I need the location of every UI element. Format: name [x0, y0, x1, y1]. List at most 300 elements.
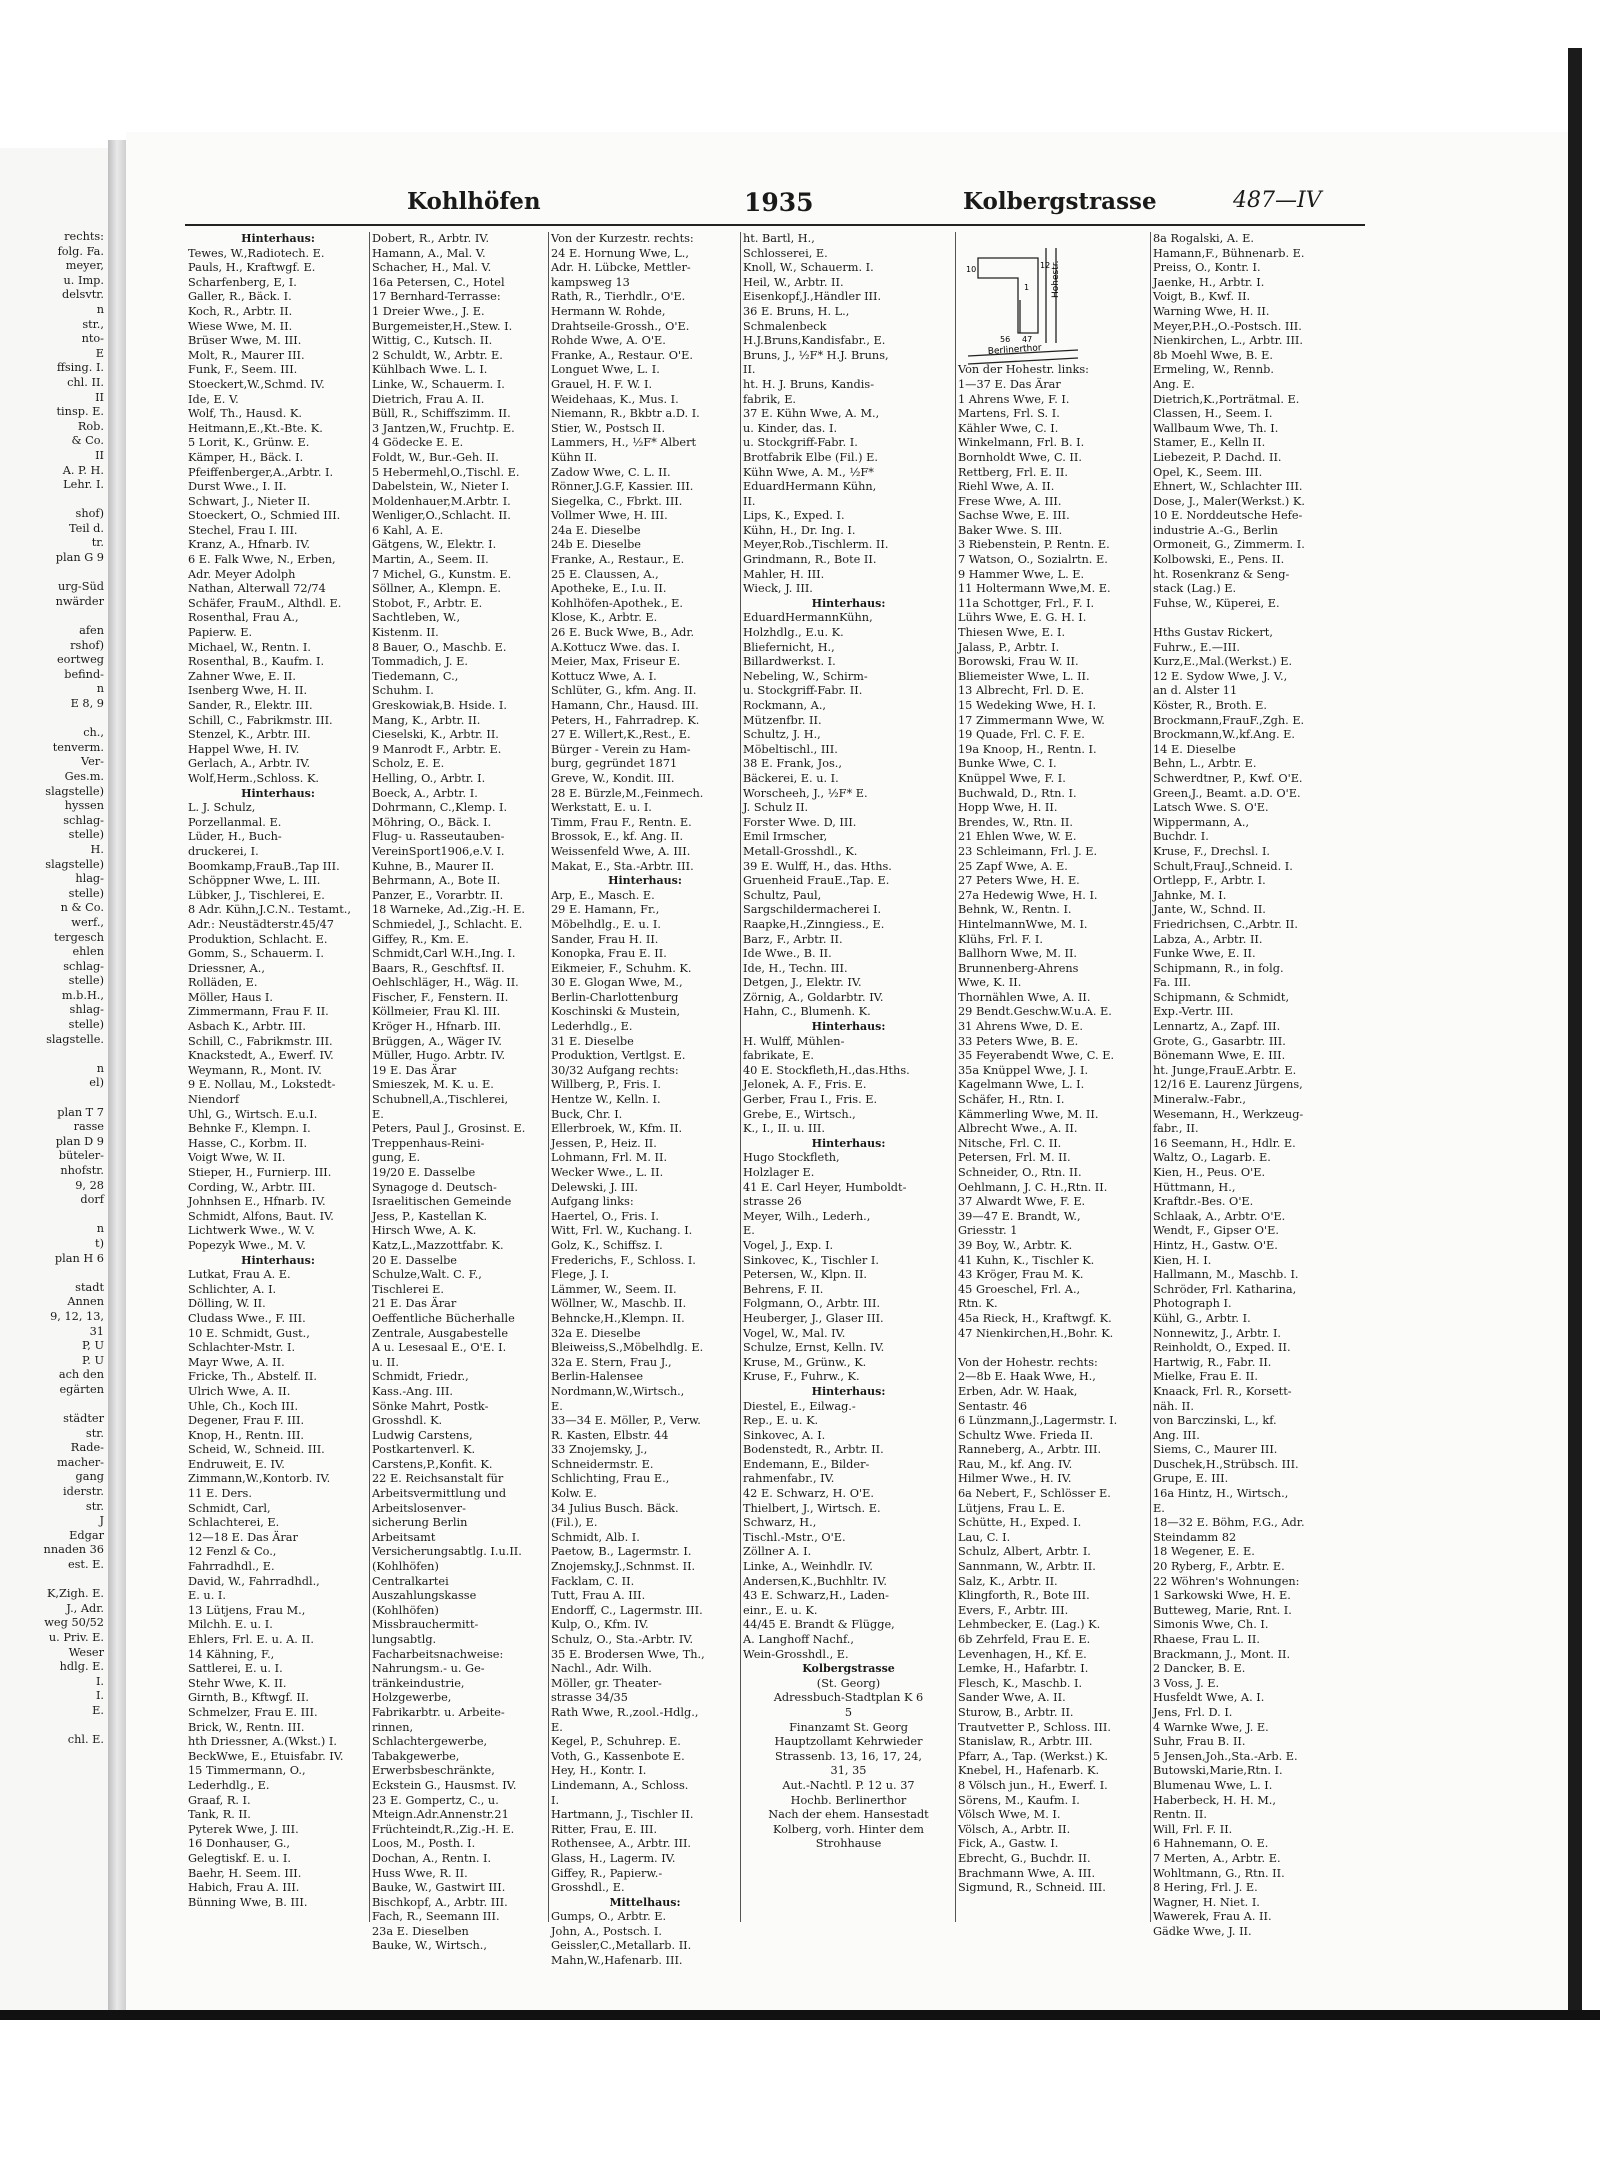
directory-entry: Grote, G., Gasarbtr. III. [1153, 1034, 1286, 1048]
directory-entry: Butteweg, Marie, Rnt. I. [1153, 1603, 1292, 1617]
directory-entry: Mang, K., Arbtr. II. [372, 713, 481, 727]
directory-entry: Hasse, C., Korbm. II. [188, 1136, 308, 1150]
directory-entry: Grosshdl., E. [551, 1881, 625, 1895]
left-page-line: stadt [75, 1280, 104, 1294]
directory-entry: Moldenhauer,M.Arbtr. I. [372, 494, 511, 508]
directory-entry: stack (Lag.) E. [1153, 582, 1237, 596]
directory-entry: Frese Wwe, A. III. [958, 494, 1062, 508]
directory-entry: Rettberg, Frl. E. II. [958, 465, 1068, 479]
left-page-line: u. Priv. E. [48, 1631, 104, 1644]
directory-entry: Wawerek, Frau A. II. [1153, 1910, 1272, 1924]
directory-entry: Michael, W., Rentn. I. [188, 640, 311, 654]
directory-entry: Zahner Wwe, E. II. [188, 669, 296, 683]
directory-entry: 31 Ahrens Wwe, D. E. [958, 1020, 1083, 1034]
directory-entry: Produktion, Vertlgst. E. [551, 1049, 686, 1063]
directory-entry: Evers, F., Arbtr. III. [958, 1603, 1069, 1617]
directory-entry: Forster Wwe. D, III. [743, 815, 857, 829]
directory-entry: Wolf, Th., Hausd. K. [188, 407, 302, 421]
left-page-line: m.b.H., [61, 988, 104, 1002]
directory-entry: Erwerbsbeschränkte, [372, 1764, 495, 1778]
directory-entry: 8 Hering, Frl. J. E. [1153, 1881, 1258, 1895]
directory-entry: Peters, Paul J., Grosinst. E. [372, 1122, 526, 1136]
directory-entry: Degener, Frau F. III. [188, 1414, 305, 1428]
directory-entry [958, 1341, 1148, 1356]
directory-entry: Schlachtergewerbe, [372, 1735, 488, 1749]
directory-entry: Oeffentliche Bücherhalle [372, 1311, 515, 1325]
directory-entry: Porzellanmal. E. [188, 815, 282, 829]
directory-entry: Preiss, O., Kontr. I. [1153, 261, 1261, 275]
directory-entry: Wöllner, W., Maschb. II. [551, 1297, 687, 1311]
directory-entry: E. [551, 1720, 563, 1734]
directory-entry: Tischl.-Mstr., O'E. [743, 1530, 846, 1544]
directory-entry: 41 E. Carl Heyer, Humboldt- [743, 1180, 907, 1194]
directory-entry: von Barczinski, L., kf. [1153, 1414, 1277, 1428]
directory-entry: Vollmer Wwe, H. III. [551, 509, 668, 523]
directory-entry: Flug- u. Rasseutauben- [372, 830, 505, 844]
directory-entry: Rönner,J.G.F, Kassier. III. [551, 480, 694, 494]
directory-entry: Kämper, H., Bäck. I. [188, 450, 304, 464]
directory-entry: Nathan, Alterwall 72/74 [188, 582, 326, 596]
directory-entry: Driessner, A., [188, 961, 265, 975]
directory-entry: Ehlers, Frl. E. u. A. II. [188, 1633, 314, 1646]
directory-entry: Gelegtiskf. E. u. I. [188, 1851, 291, 1865]
directory-entry: 6a Nebert, F., Schlösser E. [958, 1487, 1111, 1501]
directory-entry: Katz,L.,Mazzottfabr. K. [372, 1238, 504, 1252]
directory-entry: Golz, K., Schiffsz. I. [551, 1238, 663, 1252]
directory-entry: Papierw. E. [188, 626, 253, 640]
directory-entry: Schmidt, Alfons, Baut. IV. [188, 1209, 334, 1223]
directory-entry: Schlaak, A., Arbtr. O'E. [1153, 1209, 1286, 1223]
directory-entry: Worscheeh, J., ½F* E. [743, 786, 868, 800]
directory-entry: Rhaese, Frau L. II. [1153, 1633, 1260, 1646]
directory-entry: Grindmann, R., Bote II. [743, 553, 877, 567]
directory-entry: Sentastr. 46 [958, 1399, 1028, 1413]
directory-entry: rinnen, [372, 1720, 414, 1734]
directory-entry: Bornholdt Wwe, C. II. [958, 450, 1082, 464]
directory-entry: Hallmann, M., Maschb. I. [1153, 1268, 1299, 1282]
header-page-number: 487—IV [1233, 188, 1322, 213]
directory-entry: Schill, C., Fabrikmstr. III. [188, 1034, 333, 1048]
directory-entry: 2 Dancker, B. E. [1153, 1662, 1246, 1676]
directory-entry: Dietrich, Frau A. II. [372, 392, 485, 406]
directory-entry: Kurz,E.,Mal.(Werkst.) E. [1153, 655, 1293, 669]
directory-entry: Habich, Frau A. III. [188, 1881, 300, 1895]
directory-entry: 8 Völsch jun., H., Ewerf. I. [958, 1778, 1108, 1792]
directory-entry: 23a E. Dieselben [372, 1924, 469, 1938]
directory-entry: Linke, W., Schauerm. I. [372, 377, 505, 391]
directory-entry: Paetow, B., Lagermstr. I. [551, 1545, 692, 1559]
left-page-line: slagstelle. [46, 1032, 104, 1046]
directory-entry: Söllner, A., Klempn. E. [372, 582, 501, 596]
directory-entry: Brendes, W., Rtn. II. [958, 815, 1073, 829]
directory-entry: Kühn Wwe, A. M., ½F* [743, 465, 874, 479]
directory-entry: 13 Albrecht, Frl. D. E. [958, 684, 1085, 698]
directory-entry: 34 Julius Busch. Bäck. [551, 1501, 679, 1515]
directory-entry: Kegel, P., Schuhrep. E. [551, 1735, 681, 1749]
directory-entry: Möller, gr. Theater- [551, 1676, 662, 1690]
directory-entry: Schmalenbeck [743, 319, 827, 333]
directory-entry: Kraftdr.-Bes. O'E. [1153, 1195, 1254, 1209]
directory-entry: Diestel, E., Eilwag.- [743, 1399, 856, 1413]
directory-entry: 22 E. Reichsanstalt für [372, 1472, 504, 1486]
directory-entry: H. Wulff, Mühlen- [743, 1034, 845, 1048]
directory-entry: 43 E. Schwarz,H., Laden- [743, 1589, 889, 1603]
directory-entry: Ang. III. [1153, 1428, 1200, 1442]
left-page-line: schlag- [63, 813, 104, 827]
directory-entry: Dohrmann, C.,Klemp. I. [372, 801, 508, 815]
directory-entry: 30/32 Aufgang rechts: [551, 1063, 679, 1077]
street-info-line: Kolberg, vorh. Hinter dem [773, 1822, 924, 1836]
directory-entry: Rothensee, A., Arbtr. III. [551, 1837, 692, 1851]
left-page-line: str. [85, 1426, 104, 1440]
directory-entry: Sinkovec, K., Tischler I. [743, 1253, 879, 1267]
directory-entry: Koch, R., Arbtr. II. [188, 304, 293, 318]
directory-entry: Green,J., Beamt. a.D. O'E. [1153, 786, 1301, 800]
directory-entry: Butowski,Marie,Rtn. I. [1153, 1764, 1283, 1778]
directory-entry: Burgemeister,H.,Stew. I. [372, 319, 513, 333]
directory-entry: Mayr Wwe, A. II. [188, 1355, 285, 1369]
directory-entry: Johnhsen E., Hfnarb. IV. [188, 1195, 326, 1209]
directory-entry: Kulp, O., Kfm. IV. [551, 1618, 649, 1632]
directory-entry: I. [551, 1793, 560, 1807]
directory-entry: BeckWwe, E., Etuisfabr. IV. [188, 1749, 344, 1763]
directory-entry: Dietrich,K.,Porträtmal. E. [1153, 392, 1300, 406]
section-heading: Hinterhaus: [811, 1020, 886, 1034]
directory-entry: Auszahlungskasse [372, 1589, 477, 1603]
directory-entry: Schultz Wwe. Frieda II. [958, 1428, 1094, 1442]
directory-entry: Hilmer Wwe., H. IV. [958, 1472, 1072, 1486]
column-divider [369, 232, 370, 1922]
directory-entry: 14 Kähning, F., [188, 1647, 275, 1661]
directory-entry: Thielbert, J., Wirtsch. E. [743, 1501, 881, 1515]
left-page-line: Ver- [80, 755, 104, 769]
left-page-line: gang [75, 1470, 104, 1484]
section-heading: Hinterhaus: [241, 232, 315, 245]
directory-entry: Schultz, Paul, [743, 888, 822, 902]
column-5 [958, 232, 1148, 1932]
directory-entry: Petersen, Frl. M. II. [958, 1151, 1071, 1165]
directory-entry: Stehr Wwe, K. II. [188, 1676, 287, 1690]
directory-entry: HintelmannWwe, M. I. [958, 917, 1088, 931]
header-rule [185, 224, 1365, 226]
directory-entry: Bliemeister Wwe, L. II. [958, 669, 1090, 683]
left-page-line: stelle) [68, 828, 104, 842]
directory-entry: EduardHermannKühn, [743, 611, 873, 625]
directory-entry: Haertel, O., Fris. I. [551, 1209, 659, 1223]
directory-entry: Wiese Wwe, M. II. [188, 319, 293, 333]
directory-entry: Kagelmann Wwe, L. I. [958, 1078, 1085, 1092]
directory-entry: 15 Timmermann, O., [188, 1764, 306, 1778]
directory-entry: 8 Bauer, O., Maschb. E. [372, 640, 507, 654]
directory-entry: 33—34 E. Möller, P., Verw. [551, 1414, 701, 1428]
directory-entry: 24 E. Hornung Wwe, L., [551, 246, 689, 260]
directory-entry: Schlichter, A. I. [188, 1282, 277, 1296]
street-info-line: Strassenb. 13, 16, 17, 24, [774, 1749, 923, 1763]
directory-entry: Gumps, O., Arbtr. E. [551, 1910, 667, 1924]
directory-entry: Mahler, H. III. [743, 567, 825, 581]
directory-entry: Knebel, H., Hafenarb. K. [958, 1764, 1100, 1778]
directory-entry: Behncke,H.,Klempn. II. [551, 1311, 685, 1325]
directory-entry: Knoll, W., Schauerm. I. [743, 261, 874, 275]
directory-entry: Tischlerei E. [372, 1282, 444, 1296]
directory-entry: Cording, W., Arbtr. III. [188, 1180, 316, 1194]
directory-entry: 5 Hebermehl,O.,Tischl. E. [372, 465, 520, 479]
directory-entry: Kämmerling Wwe, M. II. [958, 1107, 1099, 1121]
directory-entry: VereinSport1906,e.V. I. [372, 844, 505, 858]
directory-entry: EduardHermann Kühn, [743, 480, 877, 494]
directory-entry: Mahn,W.,Hafenarb. III. [551, 1954, 683, 1968]
directory-entry: Mützenfbr. II. [743, 713, 822, 727]
scan-border-top [0, 0, 1600, 48]
directory-entry: 35a Knüppel Wwe, J. I. [958, 1063, 1089, 1077]
directory-entry: 11a Schottger, Frl., F. I. [958, 596, 1095, 610]
directory-entry: Lohmann, Frl. M. II. [551, 1151, 668, 1165]
directory-entry: Mielke, Frau E. II. [1153, 1370, 1258, 1384]
directory-entry: 1—37 E. Das Ärar [958, 377, 1061, 391]
directory-entry: Voth, G., Kassenbote E. [551, 1749, 685, 1763]
directory-entry: 29 Bendt.Geschw.W.u.A. E. [958, 1005, 1112, 1019]
directory-entry: (Kohlhöfen) [372, 1603, 439, 1617]
directory-entry: 9 Manrodt F., Arbtr. E. [372, 742, 502, 756]
directory-entry: Stoeckert, O., Schmied III. [188, 509, 341, 523]
directory-entry: Arbeitsvermittlung und [372, 1487, 507, 1501]
directory-entry: Isenberg Wwe, H. II. [188, 684, 308, 698]
left-page-line: nwärder [55, 594, 104, 608]
left-page-line: tergesch [54, 930, 104, 944]
directory-entry: Carstens,P.,Konfit. K. [372, 1457, 493, 1471]
directory-entry: 40 E. Stockfleth,H.,das.Hths. [743, 1063, 910, 1077]
directory-entry: Rosenthal, B., Kaufm. I. [188, 655, 325, 669]
directory-entry: an d. Alster 11 [1153, 684, 1238, 698]
directory-entry: 21 Ehlen Wwe, W. E. [958, 830, 1077, 844]
directory-entry: Meier, Max, Friseur E. [551, 655, 681, 669]
directory-entry: Ellerbroek, W., Kfm. II. [551, 1122, 683, 1136]
directory-entry: Ang. E. [1153, 377, 1195, 391]
left-page-line [0, 1047, 108, 1062]
directory-entry: 26 E. Buck Wwe, B., Adr. [551, 626, 695, 640]
directory-entry: Heuberger, J., Glaser III. [743, 1311, 884, 1325]
directory-entry: Brüser Wwe, M. III. [188, 334, 302, 348]
directory-entry: Kistenm. II. [372, 626, 439, 640]
directory-entry: Sturow, B., Arbtr. II. [958, 1705, 1074, 1719]
directory-entry: Lührs Wwe, E. G. H. I. [958, 611, 1087, 625]
directory-entry: Kühl, G., Arbtr. I. [1153, 1311, 1251, 1325]
directory-entry: Ortlepp, F., Arbtr. I. [1153, 874, 1266, 888]
street-info-line: Finanzamt St. Georg [789, 1720, 908, 1734]
left-page-line: K,Zigh. E. [46, 1587, 104, 1601]
directory-entry: Peters, H., Fahrradrep. K. [551, 713, 700, 727]
directory-entry: Tabakgewerbe, [372, 1749, 460, 1763]
directory-entry: Gruenheid FrauE.,Tap. E. [743, 874, 890, 888]
directory-entry: Tiedemann, C., [372, 669, 459, 683]
directory-entry: Kien, H., Peus. O'E. [1153, 1166, 1266, 1179]
directory-entry: Kruse, F., Drechsl. I. [1153, 844, 1271, 858]
directory-entry: Hartmann, J., Tischler II. [551, 1808, 694, 1822]
directory-entry: Scheid, W., Schneid. III. [188, 1443, 325, 1457]
directory-entry: 14 E. Dieselbe [1153, 742, 1236, 756]
directory-entry: Stieper, H., Furnierp. III. [188, 1166, 332, 1179]
left-page-line: tenverm. [52, 740, 104, 754]
directory-entry: Ide Wwe., B. II. [743, 947, 832, 961]
directory-entry: K., I., II. u. III. [743, 1122, 825, 1136]
section-heading: Hinterhaus: [608, 874, 682, 888]
directory-entry: Sachse Wwe, E. III. [958, 509, 1070, 523]
map-label-hohestr: Hohestr. [1051, 260, 1061, 298]
directory-entry: Hamann,F., Bühnenarb. E. [1153, 246, 1305, 260]
directory-entry: Martens, Frl. S. I. [958, 407, 1060, 421]
directory-entry: rahmenfabr., IV. [743, 1472, 835, 1486]
directory-entry: Timm, Frau F., Rentn. E. [551, 815, 692, 829]
directory-entry: Hirsch Wwe, A. K. [372, 1224, 477, 1238]
directory-entry: 2 Schuldt, W., Arbtr. E. [372, 348, 503, 362]
directory-entry: Möller, Haus I. [188, 990, 273, 1004]
directory-entry: 12—18 E. Das Ärar [188, 1530, 298, 1544]
directory-entry: Fick, A., Gastw. I. [958, 1837, 1059, 1851]
directory-entry: Schlachterei, E. [188, 1516, 280, 1530]
directory-entry: Jessen, P., Heiz. II. [551, 1136, 657, 1150]
directory-entry: Grauel, H. F. W. I. [551, 377, 653, 391]
directory-entry: 2—8b E. Haak Wwe, H., [958, 1370, 1096, 1384]
directory-entry: Gädke Wwe, J. II. [1153, 1924, 1252, 1938]
directory-entry: Borowski, Frau W. II. [958, 655, 1079, 669]
directory-entry: Greve, W., Kondit. III. [551, 771, 675, 785]
directory-entry: Bodenstedt, R., Arbtr. II. [743, 1443, 884, 1457]
directory-entry: Tank, R. II. [188, 1808, 251, 1822]
directory-entry [1153, 611, 1333, 626]
left-page-line: Ges.m. [64, 769, 104, 783]
directory-entry: 3 Riebenstein, P. Rentn. E. [958, 538, 1110, 552]
directory-entry: Missbrauchermitt- [372, 1618, 479, 1632]
directory-entry: Schacher, H., Mal. V. [372, 261, 492, 275]
directory-entry: Jens, Frl. D. I. [1153, 1705, 1233, 1719]
street-map-inset [958, 238, 1148, 368]
left-page-line: egärten [59, 1382, 104, 1396]
directory-entry: Lutkat, Frau A. E. [188, 1268, 291, 1282]
directory-entry: u. Stockgriff-Fabr. II. [743, 684, 863, 698]
directory-entry: 25 Zapf Wwe, A. E. [958, 859, 1068, 873]
directory-entry: 5 Lorit, K., Grünw. E. [188, 436, 310, 450]
directory-entry: Knüppel Wwe, F. I. [958, 771, 1066, 785]
directory-entry: Hths Gustav Rickert, [1153, 626, 1273, 640]
directory-entry: näh. II. [1153, 1399, 1194, 1413]
left-page-line: el) [89, 1076, 104, 1090]
left-page-line: P. U [81, 1353, 104, 1367]
directory-entry: Riehl Wwe, A. II. [958, 480, 1055, 494]
left-page-line: E [95, 346, 104, 360]
directory-entry: Arbeitsamt [372, 1530, 436, 1544]
left-page-line: tinsp. E. [56, 405, 104, 419]
directory-entry: Jelonek, A. F., Fris. E. [743, 1078, 867, 1092]
directory-entry: Rau, M., kf. Ang. IV. [958, 1457, 1073, 1471]
directory-entry: Sannmann, W., Arbtr. II. [958, 1560, 1096, 1574]
directory-entry: Folgmann, O., Arbtr. III. [743, 1297, 881, 1311]
directory-entry: u. II. [372, 1355, 399, 1369]
directory-entry: 22 Wöhren's Wohnungen: [1153, 1574, 1300, 1588]
left-page-line: A. P. H. [62, 463, 104, 477]
directory-entry: Salz, K., Arbtr. II. [958, 1574, 1058, 1588]
directory-entry: Raapke,H.,Zinngiess., E. [743, 917, 885, 931]
directory-entry: Galler, R., Bäck. I. [188, 290, 292, 304]
directory-entry: Stobot, F., Arbtr. E. [372, 596, 483, 610]
directory-entry: Durst Wwe., I. II. [188, 480, 287, 494]
directory-entry: Kranz, A., Hfnarb. IV. [188, 538, 311, 552]
column-3 [551, 232, 739, 1968]
left-page-line: chl. E. [67, 1733, 104, 1747]
directory-entry: Müller, Hugo. Arbtr. IV. [372, 1049, 506, 1063]
directory-entry: Gerlach, A., Arbtr. IV. [188, 757, 311, 771]
left-page-line: ffsing. I. [56, 361, 104, 375]
left-page-line: rasse [73, 1120, 104, 1134]
directory-entry: Gätgens, W., Elektr. I. [372, 538, 497, 552]
directory-entry: Aufgang links: [551, 1195, 634, 1209]
directory-entry: Schmiedel, J., Schlacht. E. [372, 917, 523, 931]
directory-entry: Brick, W., Rentn. III. [188, 1720, 305, 1734]
directory-entry: Klühs, Frl. F. I. [958, 932, 1043, 946]
directory-entry: Hartwig, R., Fabr. II. [1153, 1355, 1272, 1369]
directory-entry: Frederichs, F., Schloss. I. [551, 1253, 696, 1267]
directory-entry: Schneider, O., Rtn. II. [958, 1166, 1082, 1179]
directory-entry: 6 Lünzmann,J.,Lagermstr. I. [958, 1414, 1118, 1428]
directory-entry: 39 Boy, W., Arbtr. K. [958, 1238, 1073, 1252]
directory-entry: Cieselski, K., Arbtr. II. [372, 728, 499, 742]
directory-entry: 18 Warneke, Ad.,Zig.-H. E. [372, 903, 525, 917]
directory-entry: 8a Rogalski, A. E. [1153, 232, 1255, 245]
directory-entry: Rentn. II. [1153, 1808, 1207, 1822]
directory-entry: Sattlerei, E. u. I. [188, 1662, 283, 1676]
directory-entry: Brossok, E., kf. Ang. II. [551, 830, 684, 844]
directory-entry: Oehlschläger, H., Wäg. II. [372, 976, 519, 990]
directory-entry: Dose, J., Maler(Werkst.) K. [1153, 494, 1305, 508]
directory-entry: Kottucz Wwe, A. I. [551, 669, 657, 683]
left-page-line [0, 566, 108, 581]
directory-entry: Brackmann, J., Mont. II. [1153, 1647, 1291, 1661]
column-divider [740, 232, 741, 1922]
directory-entry: 12 E. Sydow Wwe, J. V., [1153, 669, 1288, 683]
left-page-line: n [96, 682, 104, 696]
directory-entry: Liebezeit, P. Dachd. II. [1153, 450, 1282, 464]
left-page-line: plan G 9 [55, 551, 104, 565]
directory-entry: A. Langhoff Nachf., [743, 1633, 854, 1646]
directory-entry: Facklam, C. II. [551, 1574, 635, 1588]
directory-entry: Brotfabrik Elbe (Fil.) E. [743, 450, 878, 464]
directory-entry: Arp, E., Masch. E. [551, 888, 655, 902]
directory-entry: Mineralw.-Fabr., [1153, 1093, 1247, 1107]
street-info-line: 31, 35 [830, 1764, 867, 1778]
directory-entry: J. Schulz II. [743, 801, 809, 815]
left-page-line: macher- [57, 1455, 104, 1469]
directory-entry: Sander, R., Elektr. III. [188, 699, 313, 712]
directory-entry: Holzgewerbe, [372, 1691, 452, 1705]
directory-entry: Sachtleben, W., [372, 611, 461, 625]
directory-entry: industrie A.-G., Berlin [1153, 523, 1278, 537]
directory-entry: Weidehaas, K., Mus. I. [551, 392, 679, 406]
directory-entry: Rath Wwe, R.,zool.-Hdlg., [551, 1705, 699, 1719]
directory-entry: Eckstein G., Hausmst. IV. [372, 1778, 517, 1792]
directory-entry: fabrik, E. [743, 392, 797, 406]
directory-entry: 33 Peters Wwe, B. E. [958, 1034, 1079, 1048]
directory-entry: II. [743, 363, 756, 377]
directory-entry: Detgen, J., Elektr. IV. [743, 976, 862, 990]
map-label-12: 12 [1040, 261, 1051, 270]
directory-entry: Schütte, H., Exped. I. [958, 1516, 1082, 1530]
directory-entry: 3 Voss, J. E. [1153, 1676, 1220, 1690]
directory-entry: 11 E. Ders. [188, 1487, 252, 1501]
directory-entry: fabr., II. [1153, 1122, 1199, 1136]
directory-entry: Schulz, O., Sta.-Arbtr. IV. [551, 1633, 694, 1646]
directory-entry: Adr. Meyer Adolph [188, 567, 296, 581]
directory-entry: 32a E. Stern, Frau J., [551, 1355, 672, 1369]
directory-entry: Glass, H., Lagerm. IV. [551, 1851, 676, 1865]
